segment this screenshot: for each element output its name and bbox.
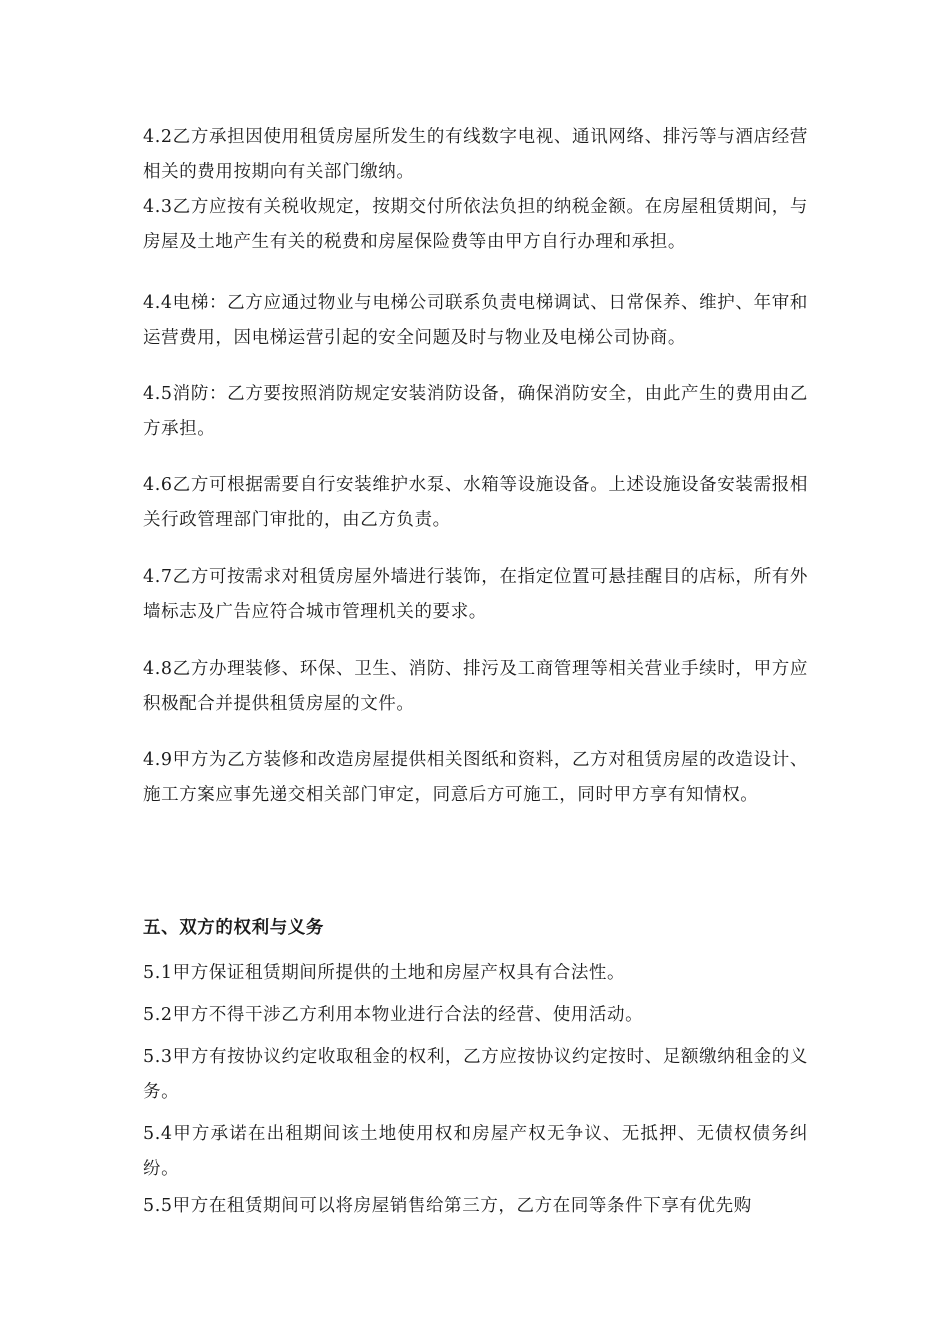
clause-4-6: 4.6乙方可根据需要自行安装维护水泵、水箱等设施设备。上述设施设备安装需报相关行政管理部门审批的，由乙方负责。 [143, 475, 808, 530]
clause-4-7: 4.7乙方可按需求对租赁房屋外墙进行装饰，在指定位置可悬挂醒目的店标，所有外墙标志及广告应符合城市管理机关的要求。 [143, 567, 808, 622]
section-5-heading: 五、双方的权利与义务 [143, 918, 324, 938]
clause-4-3: 4.3乙方应按有关税收规定，按期交付所依法负担的纳税金额。在房屋租赁期间，与房屋及土地产生有关的税费和房屋保险费等由甲方自行办理和承担。 [143, 197, 808, 252]
clause-4-9: 4.9甲方为乙方装修和改造房屋提供相关图纸和资料，乙方对租赁房屋的改造设计、施工方案应事先递交相关部门审定，同意后方可施工，同时甲方享有知情权。 [143, 750, 808, 805]
clause-4-5: 4.5消防：乙方要按照消防规定安装消防设备，确保消防安全，由此产生的费用由乙方承担。 [143, 384, 808, 439]
clause-4-8: 4.8乙方办理装修、环保、卫生、消防、排污及工商管理等相关营业手续时，甲方应积极配合并提供租赁房屋的文件。 [143, 659, 808, 714]
clause-5-5: 5.5甲方在租赁期间可以将房屋销售给第三方，乙方在同等条件下享有优先购 [143, 1196, 752, 1216]
clause-4-2: 4.2乙方承担因使用租赁房屋所发生的有线数字电视、通讯网络、排污等与酒店经营相关的费用按期向有关部门缴纳。 [143, 127, 808, 182]
clause-5-2: 5.2甲方不得干涉乙方利用本物业进行合法的经营、使用活动。 [143, 1005, 644, 1025]
clause-5-3: 5.3甲方有按协议约定收取租金的权利，乙方应按协议约定按时、足额缴纳租金的义务。 [143, 1047, 808, 1102]
clause-4-4: 4.4电梯：乙方应通过物业与电梯公司联系负责电梯调试、日常保养、维护、年审和运营费用，因电梯运营引起的安全问题及时与物业及电梯公司协商。 [143, 293, 808, 348]
clause-5-4: 5.4甲方承诺在出租期间该土地使用权和房屋产权无争议、无抵押、无债权债务纠纷。 [143, 1124, 808, 1179]
clause-5-1: 5.1甲方保证租赁期间所提供的土地和房屋产权具有合法性。 [143, 963, 626, 983]
